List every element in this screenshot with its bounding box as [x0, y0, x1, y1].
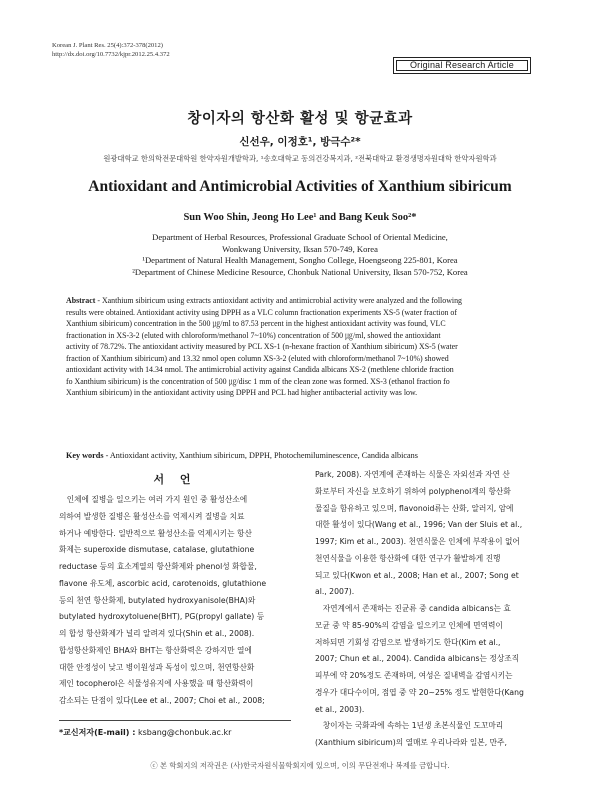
body-line: 자연계에서 존재하는 진균류 중 candida albicans는 효	[315, 604, 511, 613]
body-line: 제인 tocopherol은 식물성유지에 사용했을 때 항산화력이	[59, 679, 254, 689]
abstract-line: fraction of Xanthium sibiricum) and 13.32 nmol open column XS-3-2 (eluted with chloroform/methanol 7~10%) showed	[66, 353, 449, 363]
affiliation-line: Department of Herbal Resources, Professional Graduate School of Oriental Medicine,	[152, 232, 448, 242]
abstract-line: Xanthium sibiricum) concentration in the 500 ㎍/ml to 87.53 percent in the highest antioxidant activity was found, VLC	[66, 319, 446, 329]
keywords-label: Key words	[66, 451, 104, 460]
footnote-divider	[59, 720, 291, 721]
english-title: Antioxidant and Antimicrobial Activities of Xanthium sibiricum	[88, 178, 512, 195]
english-affiliations	[0, 232, 600, 278]
body-line: 되고 있다(Kwon et al., 2008; Han et al., 2007; Song et	[315, 570, 519, 580]
article-type-badge	[393, 57, 531, 74]
abstract-line: results were obtained. Antioxidant activity using DPPH as a VLC column fractionation experiments XS-5 (water fraction of	[66, 307, 458, 317]
body-line: 모균 중 약 85-90%의 감염을 일으키고 인체에 면역력이	[315, 620, 503, 630]
body-line: 경우가 대다수이며, 점엽 중 약 20~25% 정도 발현한다(Kang	[315, 687, 524, 697]
body-column-right	[315, 467, 547, 752]
abstract-line: Abstract - Xanthium sibiricum using extracts antioxidant activity and antimicrobial activity were analyzed and the following	[66, 296, 462, 305]
keywords	[66, 451, 538, 460]
body-line: 천연식물을 이용한 항산화에 대한 연구가 활발하게 진행	[315, 553, 501, 563]
body-line: 피부에 약 20%정도 존재하며, 여성은 질내벽을 감염시키는	[315, 671, 513, 680]
body-line: 등의 천연 항산화제, butylated hydroxyanisole(BHA)와	[59, 595, 256, 605]
body-line: et al., 2003).	[315, 704, 365, 714]
body-line: 의하여 발생한 질병은 활성산소를 억제시켜 질병을 치료	[59, 511, 245, 521]
journal-citation: Korean J. Plant Res. 25(4):372-378(2012)	[52, 42, 163, 49]
keywords-text: - Antioxidant activity, Xanthium sibiricum, DPPH, Photochemiluminescence, Candida albicans	[105, 451, 418, 460]
footnote-label: *교신저자(E-mail) :	[59, 728, 136, 737]
copyright-notice: ⓒ 본 학회지의 저작권은 (사)한국자원식물학회지에 있으며, 이의 무단전재나 복제를 금합니다.	[150, 761, 450, 770]
korean-authors: 신선우, 이정호¹, 방극수²*	[239, 136, 361, 148]
footnote-email[interactable]: ksbang@chonbuk.ac.kr	[137, 728, 232, 737]
section-title-introduction: 서 언	[153, 473, 197, 486]
body-line: 물질을 함유하고 있으며, flavonoid류는 산화, 알러지, 암에	[315, 503, 514, 513]
abstract-line: Xanthium sibiricum) in the antioxidant activity using DPPH and PCL had higher antibacterial activity was low.	[66, 388, 418, 398]
badge-inner-border	[396, 60, 528, 71]
body-line: 인체에 질병을 일으키는 여러 가지 원인 중 활성산소에	[59, 495, 248, 504]
abstract-line: antioxidant activity with 14.34 nmol. The antimicrobial activity against Candida albicans XS-2 (methlene chloride fraction	[66, 365, 454, 375]
body-line: flavone 유도체, ascorbic acid, carotenoids, glutathione	[59, 578, 267, 588]
korean-affiliations: 원광대학교 한의학전문대학원 한약자원개발학과, ¹송호대학교 동의건강복지과, ²전북대학교 환경생명자원대학 한약자원학과	[103, 154, 497, 163]
body-line: 2007; Chun et al., 2004). Candida albicans는 정상조직	[315, 654, 520, 664]
affiliation-line: Wonkwang University, Iksan 570-749, Korea	[222, 243, 378, 254]
body-line: 창이자는 국화과에 속하는 1년생 초본식물인 도꼬마리	[315, 721, 504, 731]
abstract-line: activity of 78.72%. The antioxidant activity measured by PCL XS-1 (n-hexane fraction of Xanthium sibiricum) XS-5 (water	[66, 342, 458, 352]
affiliation-line: ²Department of Chinese Medicine Resource, Chonbuk National University, Iksan 570-752, Korea	[132, 266, 468, 277]
abstract	[66, 295, 538, 399]
corresponding-author-footnote	[59, 727, 231, 738]
body-line: reductase 등의 효소계열의 항산화제와 phenol성 화합물,	[59, 562, 257, 571]
korean-title: 창이자의 항산화 활성 및 항균효과	[187, 111, 413, 127]
body-line: 화로부터 자신을 보호하기 위하여 polyphenol계의 항산화	[315, 486, 511, 496]
journal-header	[52, 41, 170, 59]
abstract-label: Abstract	[66, 296, 96, 305]
body-line: 대한 활성이 있다(Wang et al., 1996; Van der Sluis et al.,	[315, 520, 523, 530]
body-line: 1997; Kim et al., 2003). 천연식물은 인체에 부작용이 없어	[315, 537, 520, 546]
doi-link[interactable]: http://dx.doi.org/10.7732/kjpr.2012.25.4.372	[52, 51, 170, 58]
abstract-line: fractionation in XS-3-2 (eluted with chloroform/methanol 7~10%) concentration of 500 ㎍/ml, showed the antioxidant	[66, 330, 441, 340]
body-line: 화제는 superoxide dismutase, catalase, glutathione	[59, 545, 255, 555]
body-line: 합성항산화제인 BHA와 BHT는 항산화력은 강하지만 열에	[59, 645, 252, 655]
abstract-line: fo Xanthium sibiricum) is the concentration of 500 ㎍/disc 1 mm of the clean zone was formed. XS-3 (ethanol fraction fo	[66, 376, 450, 386]
body-line: Park, 2008). 자연계에 존재하는 식물은 자외선과 자연 산	[315, 470, 510, 479]
body-line: 의 합성 항산화제가 널리 알려져 있다(Shin et al., 2008).	[59, 629, 255, 638]
body-line: al., 2007).	[315, 587, 355, 597]
article-type-label: Original Research Article	[409, 60, 515, 70]
body-line: butylated hydroxytoluene(BHT), PG(propyl gallate) 등	[59, 612, 265, 622]
body-line: 저하되면 기회성 감염으로 발생하기도 한다(Kim et al.,	[315, 637, 501, 647]
body-line: 대한 안정성이 낮고 병이원성과 독성이 있으며, 천연항산화	[59, 662, 255, 672]
body-line: 감소되는 단점이 있다(Lee et al., 2007; Choi et al., 2008;	[59, 696, 265, 705]
english-authors: Sun Woo Shin, Jeong Ho Lee¹ and Bang Keuk Soo²*	[183, 212, 417, 223]
body-column-left	[59, 492, 291, 710]
body-line: (Xanthium sibiricum)의 열매로 우리나라와 일본, 만주,	[315, 738, 507, 747]
affiliation-line: ¹Department of Natural Health Management, Songho College, Hoengseong 225-801, Korea	[142, 255, 458, 266]
body-line: 하거나 예방한다. 일반적으로 활성산소를 억제시키는 항산	[59, 528, 252, 538]
